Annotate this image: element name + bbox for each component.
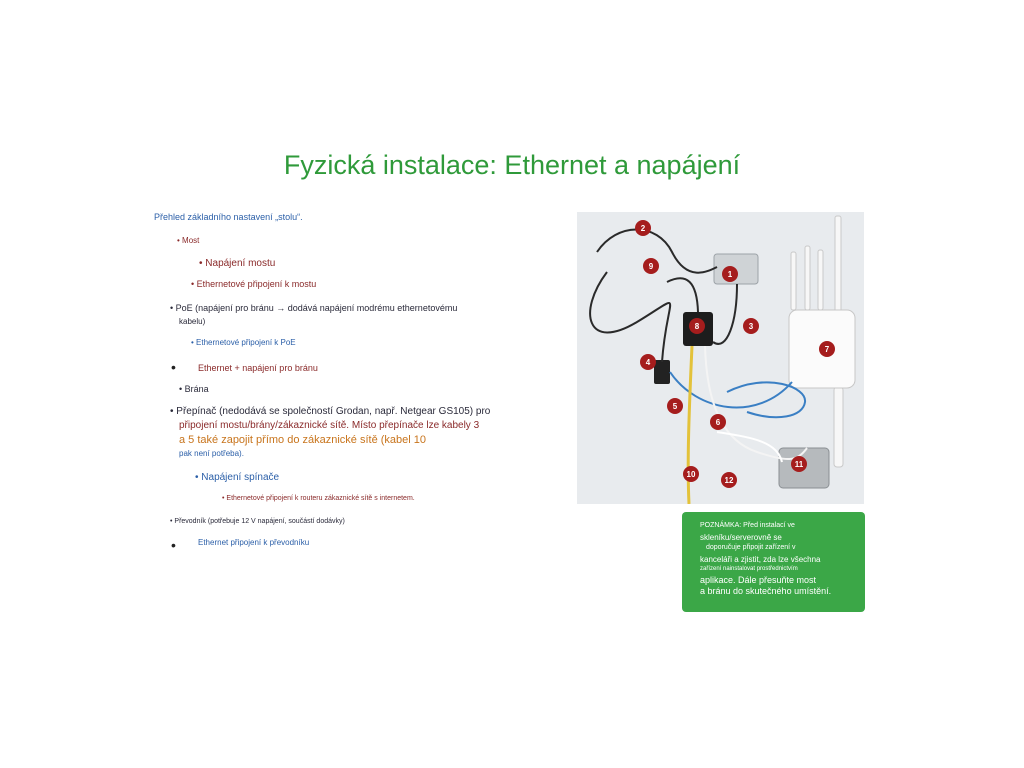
- svg-text:1: 1: [727, 270, 733, 279]
- svg-text:10: 10: [686, 470, 696, 479]
- setup-photo: [577, 212, 864, 504]
- list-item-poe-line1: • PoE (napájení pro bránu → dodává napájení modrému ethernetovému: [170, 303, 458, 313]
- badge-10: [683, 466, 699, 482]
- note-line: a bránu do skutečného umístění.: [700, 586, 832, 596]
- list-item-eth-prevodnik: Ethernet připojení k převodníku: [198, 538, 310, 547]
- badge-7: [819, 341, 835, 357]
- list-item-eth-poe: • Ethernetové připojení k PoE: [191, 338, 296, 347]
- svg-text:9: 9: [648, 262, 654, 271]
- svg-text:7: 7: [824, 345, 830, 354]
- badge-12: [721, 472, 737, 488]
- note-line: kanceláři a zjistit, zda lze všechna: [700, 555, 821, 564]
- list-item-eth-napajeni: Ethernet + napájení pro bránu: [198, 363, 318, 373]
- note-line: POZNÁMKA: Před instalací ve: [700, 522, 795, 529]
- list-item-eth-router: • Ethernetové připojení k routeru zákaznické sítě s internetem.: [222, 495, 415, 502]
- setup-photo-drawing: [577, 212, 864, 504]
- badge-4: [640, 354, 656, 370]
- badge-5: [667, 398, 683, 414]
- overview-text: Přehled základního nastavení „stolu“.: [154, 212, 303, 222]
- badge-6: [710, 414, 726, 430]
- list-item-prepinac-line2: připojení mostu/brány/zákaznické sítě. Místo přepínače lze kabely 3: [179, 420, 480, 431]
- badge-8: [689, 318, 705, 334]
- badge-11: [791, 456, 807, 472]
- list-item-prepinac-line4: pak není potřeba).: [179, 449, 244, 458]
- list-item-prepinac-line1: • Přepínač (nedodává se společností Grodan, např. Netgear GS105) pro: [170, 406, 491, 417]
- badge-3: [743, 318, 759, 334]
- note-line: zařízení nainstalovat prostřednictvím: [700, 566, 798, 572]
- note-line: aplikace. Dále přesuňte most: [700, 575, 817, 585]
- svg-text:5: 5: [672, 402, 678, 411]
- svg-text:2: 2: [640, 224, 646, 233]
- list-item-napajeni-spinace: • Napájení spínače: [195, 472, 280, 483]
- badge-1: [722, 266, 738, 282]
- svg-text:8: 8: [694, 322, 700, 331]
- note-line: doporučuje připojit zařízení v: [706, 544, 796, 551]
- list-item-most: • Most: [177, 236, 200, 245]
- note-line: skleníku/serverovně se: [700, 533, 782, 542]
- note-box: [682, 512, 865, 612]
- svg-text:3: 3: [748, 322, 754, 331]
- list-item-napajeni-mostu: • Napájení mostu: [199, 258, 276, 269]
- slide-title: Fyzická instalace: Ethernet a napájení: [283, 150, 741, 180]
- badge-9: [643, 258, 659, 274]
- list-item-prevodnik: • Převodník (potřebuje 12 V napájení, součástí dodávky): [170, 518, 345, 525]
- bullet-dot: •: [171, 537, 176, 553]
- svg-text:11: 11: [794, 460, 804, 469]
- list-item-prepinac-line3: a 5 také zapojit přímo do zákaznické sítě (kabel 10: [179, 434, 427, 446]
- list-item-brana: • Brána: [179, 384, 209, 394]
- svg-text:6: 6: [715, 418, 721, 427]
- badge-2: [635, 220, 651, 236]
- svg-text:4: 4: [645, 358, 651, 367]
- svg-text:12: 12: [724, 476, 734, 485]
- list-item-poe-line2: kabelu): [179, 317, 206, 326]
- list-item-eth-most: • Ethernetové připojení k mostu: [191, 279, 317, 289]
- bullet-dot: •: [171, 359, 176, 375]
